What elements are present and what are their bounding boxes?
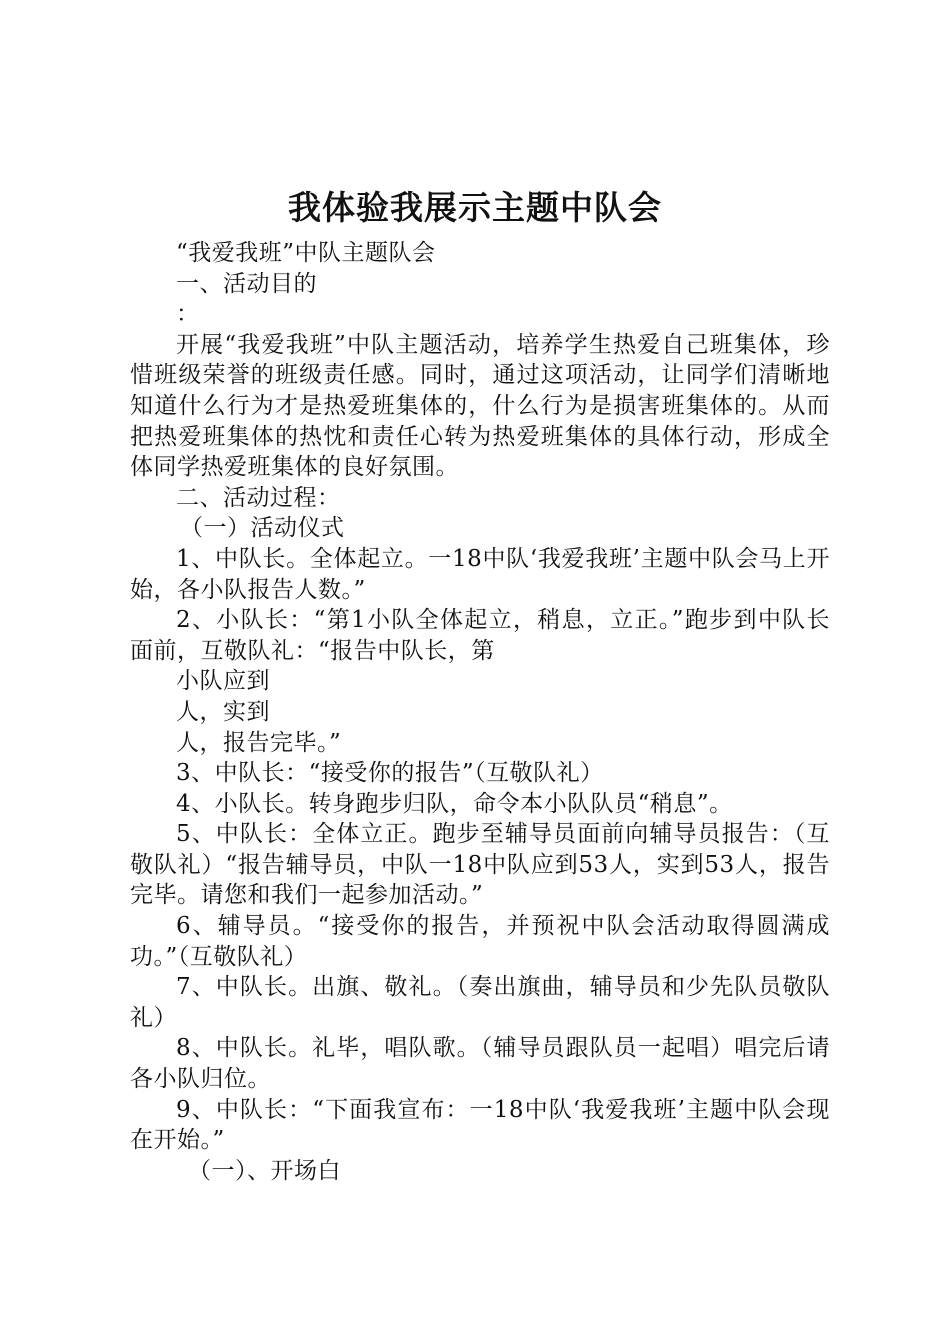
paragraph: 1、中队长。全体起立。一18中队‘我爱我班’主题中队会马上开始，各小队报告人数。”	[130, 545, 830, 603]
paragraph: 7、中队长。出旗、敬礼。（奏出旗曲，辅导员和少先队员敬队礼）	[130, 974, 830, 1031]
document-title: 我体验我展示主题中队会	[288, 188, 662, 227]
paragraph: 一、活动目的	[176, 270, 317, 297]
paragraph: ：	[176, 301, 200, 328]
paragraph: 4、小队长。转身跑步归队，命令本小队队员“稍息”。	[176, 790, 733, 817]
paragraph: 开展“我爱我班”中队主题活动，培养学生热爱自己班集体，珍惜班级荣誉的班级责任感。同时，通过这项活动，让同学们清晰地知道什么行为才是热爱班集体的，什么行为是损害班集体的。从而把热爱班集体的热忱和责任心转为热爱班集体的具体行动，形成全体同学热爱班集体的良好氛围。	[130, 331, 830, 481]
paragraph: （一）、开场白	[188, 1157, 341, 1184]
paragraph: 2、小队长：“第1小队全体起立，稍息，立正。”跑步到中队长面前，互敬队礼：“报告中队长，第	[130, 607, 830, 664]
paragraph: “我爱我班”中队主题队会	[176, 240, 436, 266]
paragraph: 小队应到	[176, 668, 270, 695]
paragraph: 人，报告完毕。”	[176, 729, 342, 756]
document-body	[130, 238, 830, 1186]
paragraph: 9、中队长：“下面我宣布：一18中队‘我爱我班’主题中队会现在开始。”	[130, 1096, 830, 1154]
paragraph: 二、活动过程：	[176, 484, 341, 511]
paragraph: 6、辅导员。“接受你的报告，并预祝中队会活动取得圆满成功。”（互敬队礼）	[130, 913, 830, 970]
paragraph: 8、中队长。礼毕，唱队歌。（辅导员跟队员一起唱）唱完后请各小队归位。	[130, 1035, 830, 1093]
paragraph: 5、中队长：全体立正。跑步至辅导员面前向辅导员报告：（互敬队礼）“报告辅导员，中队一18中队应到53人，实到53人，报告完毕。请您和我们一起参加活动。”	[130, 821, 830, 909]
paragraph: 人，实到	[176, 698, 270, 725]
paragraph: （一）活动仪式	[180, 515, 345, 542]
paragraph: 3、中队长：“接受你的报告”（互敬队礼）	[176, 760, 604, 787]
